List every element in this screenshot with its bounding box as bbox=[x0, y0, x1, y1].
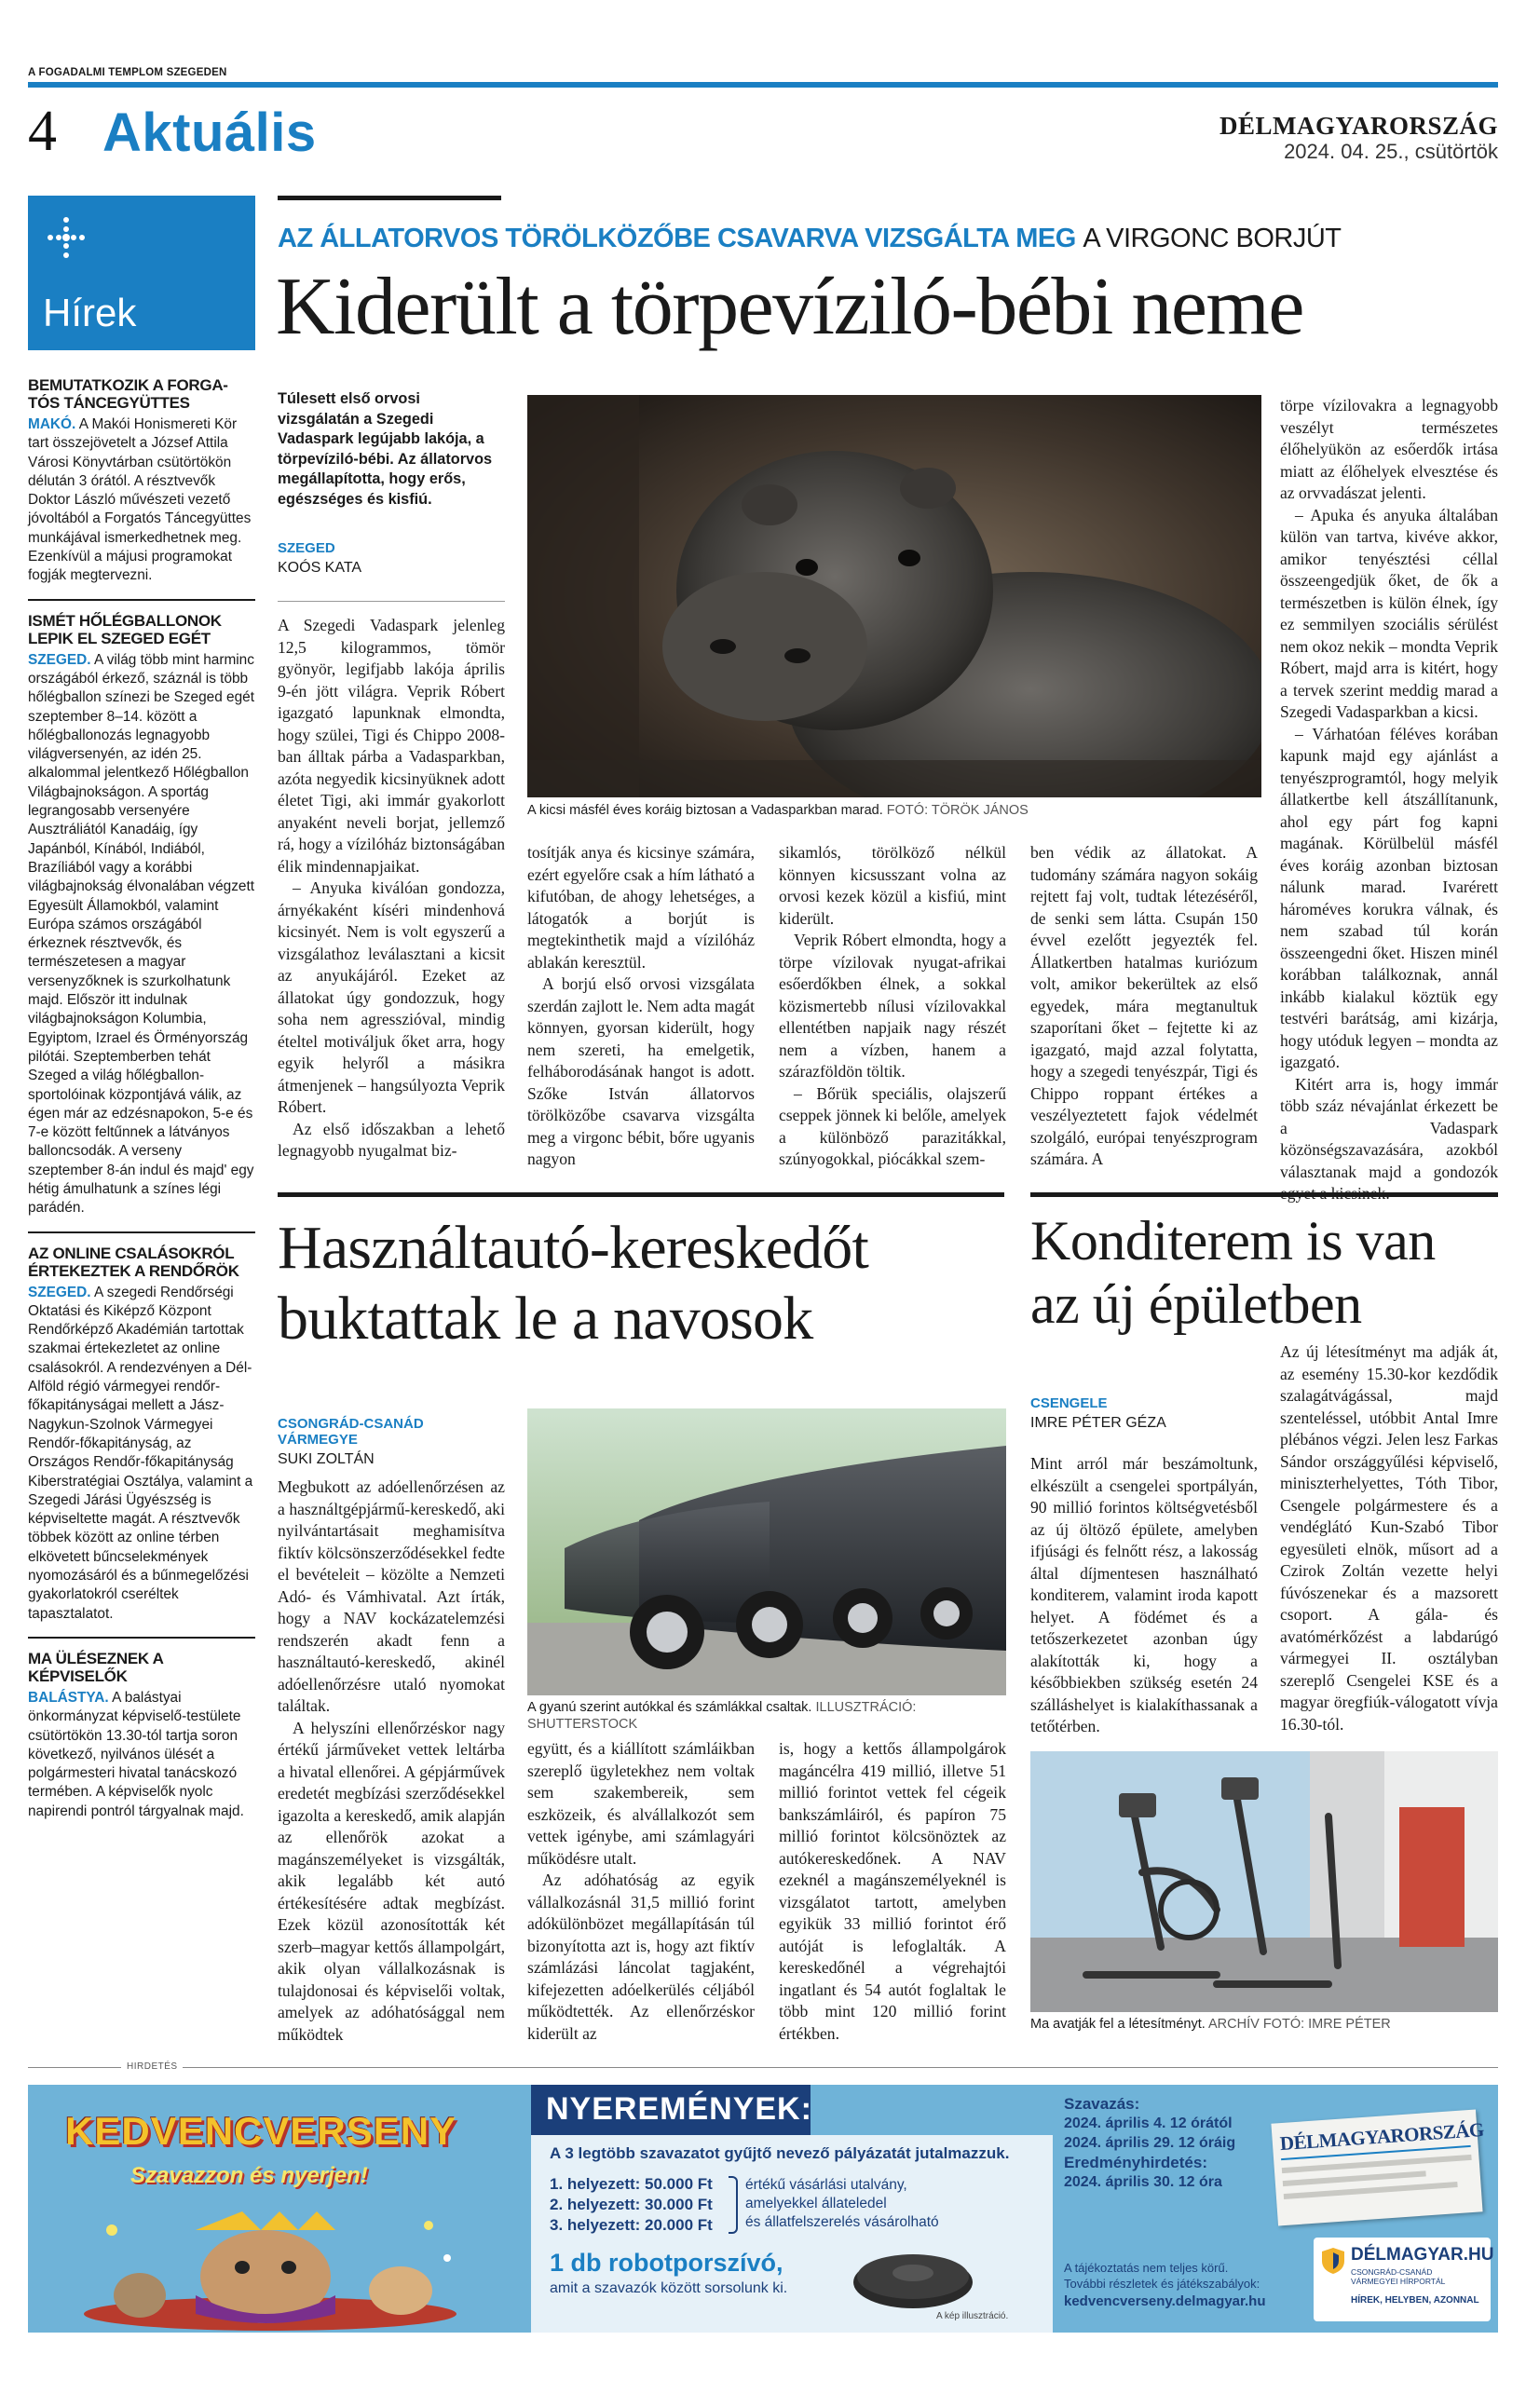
masthead: DÉLMAGYARORSZÁG bbox=[1219, 112, 1498, 140]
sidebar-title: Hírek bbox=[43, 291, 137, 334]
section-title: Aktuális bbox=[102, 102, 317, 163]
article1-col2: tosítják anya és kicsinye számára, ezért egyelőre csak a hím látható a kifutóban, de ahogy lehetséges, a látogatók a borjút is megtekinthetik majd a vízilóház ablakán keresztül. A borjú első orvosi vizsgálata szerdán zajlott le. Nem adta magát könnyen, gyorsan kiderült, hogy nem szereti, ha emelgetik, felháborodásának hangot is adott. Szőke István állatorvos törölközőbe csavarva vizsgálta meg a virgonc bébit, bőre ugyanis nagyon bbox=[527, 843, 755, 1168]
ad-brand-tagline: HÍREK, HELYBEN, AZONNAL bbox=[1351, 2295, 1479, 2306]
brief-headline: AZ ONLINE CSALÁSOKRÓL ÉRTEKEZTEK A RENDŐRÖK bbox=[28, 1244, 239, 1280]
brief-headline: ISMÉT HŐLÉGBALLONOK LEPIK EL SZEGED EGÉT bbox=[28, 611, 222, 647]
sidebar bbox=[28, 196, 255, 2063]
article3-col1: Mint arról már beszámoltunk, elkészült a csengelei sportpályán, 90 millió forintos költségvetésből az új öltöző épülete, amelyben ifjúsági és felnőtt rész, a lakosság által díjmentesen használható konditerem, valamint iroda kapott helyet. A födémet és a tetőszerkezetet azonban úgy alakították ki, hogy a későbbiekben szükség esetén 24 szálláshelyet is kialakíthassanak a tetőtérben. bbox=[1030, 1454, 1258, 1735]
article2-byline: CSONGRÁD-CSANÁD VÁRMEGYE SUKI ZOLTÁN bbox=[278, 1416, 424, 1467]
brief-list bbox=[28, 376, 255, 1821]
brief-text: SZEGED. A világ több mint harminc országából érkező, száznál is több hőlégballon színezi be Szeged egét szeptember 8–14. között a hőlégballonozás legnagyobb világversenyén, az idén 25. alkalommal jelentkező Hőlégballon Világbajnokságon. A sportág legrangosabb versenyére Ausztráliától Kanadáig, így Japánból, Kínából, Indiából, Brazíliából vagy a korábbi világbajnokság élvonalában végzett Egyesült Államokból, valamint Európa számos országából érkeznek résztvevők, és természetesen a magyar versenyzőknek is szurkolhatunk majd. Először itt indulnak világbajnokságon Kolumbia, Egyiptom, Izrael és Örményország pilótái. Szeptemberben tehát Szeged a világ hőlégballon-sportolóinak központjává válik, az égen már az edzésnapokon, 5-e és 7-e között feltűnnek a látványos balloncsodák. A verseny szeptember 8-án indul és majd' egy hétig ámulhatunk a színes légi parádén. bbox=[28, 651, 255, 1217]
brief-text: SZEGED. A szegedi Rendőrségi Oktatási és Kiképző Központ Rendőrképző Akadémián tartottak szakmai értekezletet az online csalásokról. A rendezvényen a Dél-Alföld régió vármegyei rendőr-főkapitányságai mellett a Jász-Nagykun-Szolnok Vármegyei Rendőr-főkapitányság, az Országos Rendőr-főkapitányság Kiberstratégiai Osztálya, valamint a Szegedi Járási Ügyészség is képviseltette magát. A résztvevők többek között az online térben elkövetett bűncselekmények nyomozásáról és a bűnmegelőzési gyakorlatokról cseréltek tapasztalatot. bbox=[28, 1284, 253, 1622]
ad-info: A tájékoztatás nem teljes körű. További részletek és játékszabályok: bbox=[1064, 2261, 1260, 2291]
ad-paper-masthead: DÉLMAGYARORSZÁG bbox=[1279, 2119, 1471, 2160]
ad-logo-subtitle: Szavazzon és nyerjen! bbox=[130, 2163, 368, 2188]
issue-date: 2024. 04. 25., csütörtök bbox=[1284, 140, 1498, 163]
brief-item bbox=[28, 376, 255, 586]
ad-robot-title: 1 db robotporszívó, bbox=[550, 2249, 783, 2277]
article3-col2: Az új létesítményt ma adják át, az esemény 15.30-kor kezdődik szalagátvágással, majd szenteléssel, utóbbit Antal Imre plébános végzi. Jelen lesz Farkas Sándor országgyűlési képviselő, miniszterhelyettes, Tóth Tibor, Csengele polgármestere és a vendéglátó Kun-Szabó Tibor egyesületi elnök, műsort ad a Czirok Zoltán vezette helyi fúvószenekar és a mazsorett csoport. A gála- és avatómérkőzést a labdarúgó vármegyei II. osztályban szereplő Csengelei KSE és a magyar öregfiúk-válogatott vívja 16.30-tól. bbox=[1280, 1342, 1498, 1734]
sidebar-header bbox=[28, 196, 255, 350]
dots-icon bbox=[43, 214, 89, 261]
ad-logo-title: KEDVENCVERSENY bbox=[65, 2109, 457, 2153]
ad-label: HIRDETÉS bbox=[127, 2061, 178, 2072]
article3-caption: Ma avatják fel a létesítményt. ARCHÍV FOTÓ: IMRE PÉTER bbox=[1030, 2017, 1391, 2032]
gym-photo bbox=[1030, 1751, 1498, 2012]
article1-caption: A kicsi másfél éves koráig biztosan a Vadasparkban marad. FOTÓ: TÖRÖK JÁNOS bbox=[527, 803, 1029, 818]
article1-col1: A Szegedi Vadaspark jelenleg 12,5 kilogrammos, tömör gyönyör, legifjabb lakója április 9-én jött világra. Veprik Róbert igazgató lapunknak elmondta, hogy szülei, Tigi és Chippo 2008-ban álltak párba a Vadasparkban, azóta negyedik kicsinyüknek adott életet Tigi, aki immár gyakorlott anyaként neveli borjat, jellemző rá, hogy a vízilóház biztonságában élik mindennapjaikat. – Anyuka kiválóan gondozza, árnyékaként kíséri mindenhová kicsinyét. Nem is volt egyszerű a vizsgálathoz leválasztani a kicsit az anyukájáról. Ezeket az állatokat úgy gondozzuk, hogy soha nem agresszióval, mindig ételtel motiváljuk őket arra, hogy egyik helyről a másikra átmenjenek – hangsúlyozta Veprik Róbert. Az első időszakban a lehető legnagyobb nyugalmat biz- bbox=[278, 616, 505, 1160]
brief-text: BALÁSTYA. A balástyai önkormányzat képviselő-testülete csütörtökön 13.30-tól tartja soron következő, nyilvános ülését a polgármesteri hivatal tanácskozó termében. A képviselők nyolc napirendi pontról tárgyalnak majd. bbox=[28, 1689, 244, 1819]
ad-image-note: A kép illusztráció. bbox=[936, 2311, 1009, 2321]
article2-caption: A gyanú szerint autókkal és számlákkal csaltak. ILLUSZTRÁCIÓ: SHUTTERSTOCK bbox=[527, 1700, 917, 1732]
article2-headline: Használtautó-kereskedőt buktattak le a navosok bbox=[278, 1214, 868, 1353]
ad-logo-block bbox=[28, 2085, 512, 2333]
ad-prizes-intro: A 3 legtöbb szavazatot gyűjtő nevező pályázatát jutalmazzuk. bbox=[550, 2144, 1010, 2162]
article1-headline: Kiderült a törpevíziló-bébi neme bbox=[276, 262, 1303, 352]
article1-col4: ben védik az állatokat. A tudomány számára nagyon sokáig rejtett faj volt, tudtak létezéséről, de senki sem látta. Csupán 150 évvel ezelőtt jegyezték fel. Állatkertben hatalmas kuriózum volt, amikor bekerültek az első egyedek, mára megtanultuk szaporítani őket – fejtette ki az igazgató, majd azzal folytatta, hogy a szegedi tenyészpár, Tigi és Chippo roppant értékes a veszélyeztetett fajok védelmét szolgáló, európai tenyészprogram számára. A bbox=[1030, 843, 1258, 1168]
article1-byline: SZEGED KOÓS KATA bbox=[278, 540, 362, 576]
ad-brand-block bbox=[1314, 2238, 1494, 2321]
article3-top-rule bbox=[1030, 1192, 1498, 1197]
ad-places: 1. helyezett: 50.000 Ft 2. helyezett: 30.000 Ft 3. helyezett: 20.000 Ft bbox=[550, 2175, 713, 2234]
article1-top-rule bbox=[278, 196, 501, 200]
top-kicker: A FOGADALMI TEMPLOM SZEGEDEN bbox=[28, 67, 227, 78]
ad-newspaper-image bbox=[1271, 2109, 1485, 2225]
article2-col3: is, hogy a kettős állampolgárok magáncélra 419 millió, illetve 51 millió forintot vettek fel cégeik bankszámláiról, és papíron 75 millió forintot kölcsönöztek az autókereskedőnek. A NAV ezeknél a magánszemélyeknél is vizsgálatot tartott, amelyben egyikük 33 millió forintot érő autóját is lefoglalták. A kereskedőnél a végrehajtói ingatlant és 54 autót foglaltak le több mint 120 millió forint értékben. bbox=[779, 1739, 1006, 2043]
ad-url[interactable]: kedvencverseny.delmagyar.hu bbox=[1064, 2293, 1266, 2309]
article1-lede: Túlesett első orvosi vizsgálatán a Szegedi Vadaspark legújabb lakója, a törpevíziló-bébi. Az állatorvos megállapította, hogy erős, egészséges és kisfiú. bbox=[278, 390, 493, 508]
article1-col3: sikamlós, törölköző nélkül könnyen kicsusszant volna az orvosi kezek közül a kisfiú, mint kiderült. Veprik Róbert elmondta, hogy a törpe vízilovak nyugat-afrikai esőerdőkben élnek, a sokkal közismertebb nílusi vízilovakkal ellentétben napjaik nagy részét nem a vízben, hanem a szárazföldön töltik. – Bőrük speciális, olajszerű cseppek jönnek ki belőle, amelyek a különböző parazitákkal, szúnyogokkal, piócákkal szem- bbox=[779, 843, 1006, 1168]
brief-headline: BEMUTATKOZIK A FORGA-TÓS TÁNCEGYÜTTES bbox=[28, 376, 228, 412]
shield-logo-icon bbox=[1321, 2247, 1345, 2275]
ad-brace bbox=[729, 2176, 738, 2234]
page-number: 4 bbox=[28, 100, 57, 163]
article3-headline: Konditerem is van az új épületben bbox=[1030, 1210, 1436, 1335]
cars-photo bbox=[527, 1408, 1006, 1695]
ad-brand-sub: CSONGRÁD-CSANÁD VÁRMEGYEI HÍRPORTÁL bbox=[1351, 2267, 1446, 2286]
article2-top-rule bbox=[278, 1192, 1004, 1197]
ad-brand: DÉLMAGYAR.HU bbox=[1351, 2245, 1494, 2265]
article2-col2: együtt, és a kiállított számláikban szereplő ügyletekhez nem voltak sem szakembereik, sem eszközeik, és alvállalkozót sem vettek igénybe, ami számlagyári működésre utalt. Az adóhatóság az egyik vállalkozásnál 31,5 millió forint adókülönbözet megállapításán túl bizonyította azt is, hogy azt fiktív számlázási láncolat tagjaként, kifejezetten adóelkerülés céljából működtették. Az ellenőrzéskor kiderült az bbox=[527, 1739, 755, 2043]
article1-kicker: AZ ÁLLATORVOS TÖRÖLKÖZŐBE CSAVARVA VIZSGÁLTA MEG A VIRGONC BORJÚT bbox=[278, 224, 1342, 253]
ad-vote-block: Szavazás: 2024. április 4. 12 órától 2024. április 29. 12 óráig Eredményhirdetés: 2024. április 30. 12 óra bbox=[1064, 2095, 1236, 2190]
top-rule bbox=[28, 82, 1498, 88]
ad-banner[interactable] bbox=[28, 2085, 1498, 2333]
hippo-photo bbox=[527, 395, 1261, 797]
ad-prizes-title: NYEREMÉNYEK: bbox=[531, 2085, 811, 2135]
brief-text: MAKÓ. A Makói Honismereti Kör tart összejövetelt a József Attila Városi Könyvtárban csütörtökön délután 3 órától. A résztvevők Doktor László művészeti vezető jóvoltából a Forgatós Táncegyüttes munkájával ismerkedhetnek meg. Ezenkívül a májusi programokat fogják megtervezni. bbox=[28, 416, 252, 584]
article3-byline: CSENGELE IMRE PÉTER GÉZA bbox=[1030, 1395, 1166, 1431]
robot-vacuum-image bbox=[848, 2239, 978, 2314]
article2-col1: Megbukott az adóellenőrzésen az a használtgépjármű-kereskedő, aki nyilvántartásait meghamisítva fiktív kölcsönszerződésekkel fedte el bevételeit – közölte a Nemzeti Adó- és Vámhivatal. Azt írták, hogy a NAV kockázatelemzési rendszerén akadt fenn a használtautó-kereskedő, akinél adóellenőrzésre utaló nyomokat találtak. A helyszíni ellenőrzéskor nagy értékű járműveket vettek leltárba a hivatal ellenőrei. A gépjárművek eredetét megbízási szerződésekkel igazolta a kereskedő, amik alapján az ellenőrök azokat a magánszemélyeket is vizsgálták, akik legalább két autó értékesítésére adtak megbízást. Ezek közül azonosították két szerb–magyar kettős állampolgárt, akik olyan vállalkozásnak is tulajdonosai és képviselői voltak, amelyek az adóhatósággal nem működtek bbox=[278, 1477, 505, 2044]
article1-byline-rule bbox=[278, 601, 505, 602]
ad-robot-subtitle: amit a szavazók között sorsolunk ki. bbox=[550, 2280, 788, 2296]
brief-headline: MA ÜLÉSEZNEK A KÉPVISELŐK bbox=[28, 1649, 164, 1685]
article1-col5: törpe vízilovakra a legnagyobb veszélyt természetes élőhelyükön az esőerdők irtása miatt az élőhelyek elvesztése és az orvvadászat jelenti. – Apuka és anyuka általában külön van tartva, kivéve akkor, amikor tenyésztési céllal összeengedjük őket, de ők a természetben is külön élnek, így ez semmilyen szociális sérülést nem okoz nekik – mondta Veprik Róbert, majd arra is kitért, hogy a tervek szerint meddig marad a Szegedi Vadasparkban a kicsi. – Várhatóan féléves korában kapunk majd egy ajánlást a tenyészprogramtól, hogy melyik állatkertbe kell átszállítanunk, ahol egy párt fog kapni magának. Körülbelül másfél éves koráig azonban biztosan nálunk marad. Ivarérett hároméves korukra válnak, és nem szabad túl korán összeengedni őket. Hiszen minél korábban találkoznak, annál inkább kialakul köztük egy testvéri barátság, ami kizárja, hogy utóduk legyen – mondta az igazgató. Kitért arra is, hogy immár több száz névajánlat érkezett be a Vadaspark közönségszavazására, azokból választanak majd a gondozók bbox=[1280, 396, 1498, 1181]
ad-voucher: értékű vásárlási utalvány, amelyekkel állateledel és állatfelszerelés vásárolható bbox=[745, 2177, 939, 2230]
brief-item bbox=[28, 1245, 255, 1624]
brief-item bbox=[28, 612, 255, 1218]
ad-rule-left bbox=[28, 2067, 121, 2068]
ad-rule-right bbox=[183, 2067, 1498, 2068]
brief-item bbox=[28, 1650, 255, 1821]
pets-illustration bbox=[56, 2193, 484, 2333]
